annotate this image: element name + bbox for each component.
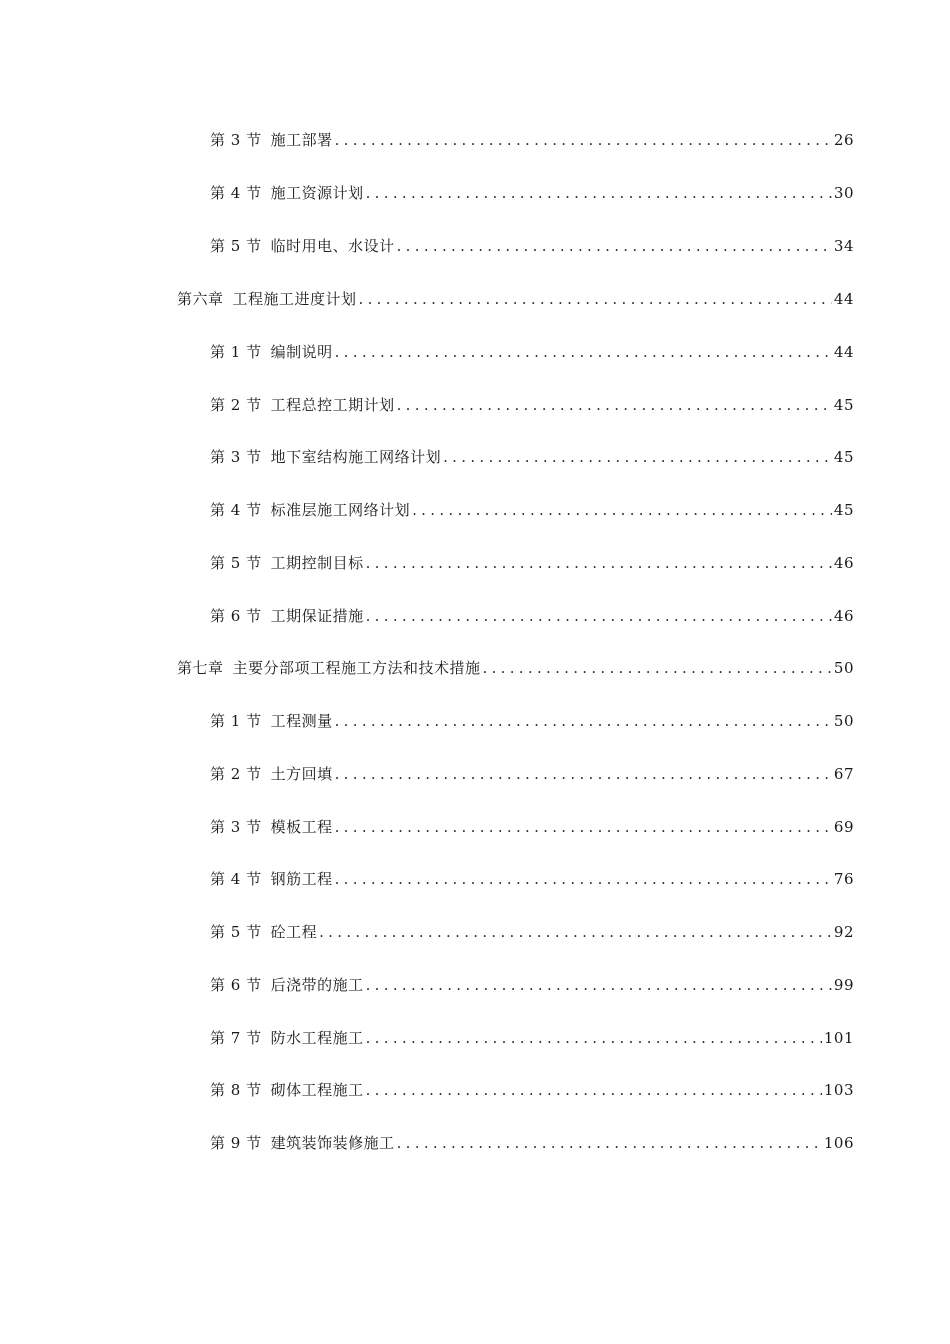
dot-leader bbox=[397, 395, 832, 415]
toc-entry-number: 第 3 节 bbox=[210, 448, 262, 466]
toc-entry[interactable] bbox=[210, 443, 854, 467]
toc-entry-number: 第 3 节 bbox=[210, 131, 262, 149]
toc-entry-label bbox=[210, 395, 395, 415]
toc-entry[interactable] bbox=[210, 1024, 854, 1048]
toc-entry-title: 后浇带的施工 bbox=[270, 976, 364, 994]
toc-entry-page: 45 bbox=[833, 448, 854, 466]
dot-leader bbox=[366, 975, 832, 995]
toc-entry-number: 第 1 节 bbox=[210, 712, 262, 730]
dot-leader bbox=[397, 1133, 822, 1153]
toc-entry-page: 46 bbox=[833, 607, 854, 625]
toc-entry-title: 工期控制目标 bbox=[270, 554, 364, 572]
dot-leader bbox=[335, 764, 832, 784]
toc-entry-title: 工程总控工期计划 bbox=[270, 396, 395, 414]
toc-entry-label bbox=[210, 236, 395, 256]
toc-entry-page: 46 bbox=[833, 554, 854, 572]
toc-entry-label bbox=[210, 130, 333, 150]
dot-leader bbox=[335, 817, 832, 837]
toc-entry-label bbox=[210, 1080, 364, 1100]
toc-entry-label bbox=[210, 975, 364, 995]
toc-entry[interactable] bbox=[210, 707, 854, 731]
toc-entry-number: 第 3 节 bbox=[210, 818, 262, 836]
toc-entry-label bbox=[210, 1133, 395, 1153]
dot-leader bbox=[366, 606, 832, 626]
dot-leader bbox=[335, 869, 832, 889]
toc-entry[interactable] bbox=[210, 1129, 854, 1153]
dot-leader bbox=[397, 236, 832, 256]
toc-chapter-number: 第六章 bbox=[177, 290, 224, 308]
toc-entry-page: 34 bbox=[833, 237, 854, 255]
toc-entry-page: 50 bbox=[833, 659, 854, 677]
toc-entry-title: 施工部署 bbox=[270, 131, 333, 149]
toc-entry[interactable] bbox=[210, 602, 854, 626]
dot-leader bbox=[359, 289, 832, 309]
toc-entry[interactable] bbox=[210, 338, 854, 362]
toc-entry-number: 第 6 节 bbox=[210, 976, 262, 994]
toc-chapter-entry[interactable] bbox=[177, 285, 854, 309]
toc-entry-title: 砌体工程施工 bbox=[270, 1081, 364, 1099]
toc-entry-page: 103 bbox=[823, 1081, 854, 1099]
toc-entry-label bbox=[210, 500, 410, 520]
dot-leader bbox=[335, 711, 832, 731]
toc-entry-label bbox=[210, 764, 333, 784]
toc-entry-number: 第 4 节 bbox=[210, 870, 262, 888]
toc-entry-page: 30 bbox=[833, 184, 854, 202]
toc-entry-label bbox=[210, 922, 317, 942]
toc-entry-page: 26 bbox=[833, 131, 854, 149]
toc-entry-label bbox=[210, 711, 333, 731]
toc-entry-page: 101 bbox=[823, 1029, 854, 1047]
toc-entry-number: 第 2 节 bbox=[210, 396, 262, 414]
dot-leader bbox=[443, 447, 832, 467]
toc-entry-number: 第 7 节 bbox=[210, 1029, 262, 1047]
toc-entry-page: 99 bbox=[833, 976, 854, 994]
toc-chapter-title: 工程施工进度计划 bbox=[232, 290, 357, 308]
toc-entry-page: 45 bbox=[833, 396, 854, 414]
toc-entry-page: 76 bbox=[833, 870, 854, 888]
toc-entry-title: 编制说明 bbox=[270, 343, 333, 361]
dot-leader bbox=[335, 342, 832, 362]
toc-entry[interactable] bbox=[210, 126, 854, 150]
toc-entry-title: 建筑装饰装修施工 bbox=[270, 1134, 395, 1152]
toc-entry[interactable] bbox=[210, 496, 854, 520]
toc-entry[interactable] bbox=[210, 813, 854, 837]
toc-entry[interactable] bbox=[210, 232, 854, 256]
toc-entry[interactable] bbox=[210, 549, 854, 573]
toc-chapter-title: 主要分部项工程施工方法和技术措施 bbox=[232, 659, 481, 677]
toc-chapter-entry[interactable] bbox=[177, 654, 854, 678]
dot-leader bbox=[483, 658, 832, 678]
dot-leader bbox=[412, 500, 832, 520]
toc-entry-title: 地下室结构施工网络计划 bbox=[270, 448, 442, 466]
toc-entry-number: 第 4 节 bbox=[210, 501, 262, 519]
toc-entry-label bbox=[210, 1028, 364, 1048]
toc-entry[interactable] bbox=[210, 179, 854, 203]
toc-entry-label bbox=[210, 553, 364, 573]
toc-entry-label bbox=[177, 658, 481, 678]
dot-leader bbox=[366, 183, 832, 203]
toc-entry-label bbox=[210, 447, 441, 467]
toc-entry-number: 第 8 节 bbox=[210, 1081, 262, 1099]
toc-entry[interactable] bbox=[210, 971, 854, 995]
toc-entry[interactable] bbox=[210, 391, 854, 415]
toc-entry-title: 临时用电、水设计 bbox=[270, 237, 395, 255]
toc-entry-page: 106 bbox=[823, 1134, 854, 1152]
toc-entry-label bbox=[210, 342, 333, 362]
toc-entry-page: 45 bbox=[833, 501, 854, 519]
dot-leader bbox=[319, 922, 832, 942]
toc-entry-number: 第 1 节 bbox=[210, 343, 262, 361]
toc-entry-number: 第 5 节 bbox=[210, 554, 262, 572]
toc-entry-page: 67 bbox=[833, 765, 854, 783]
toc-entry-number: 第 4 节 bbox=[210, 184, 262, 202]
toc-entry-title: 钢筋工程 bbox=[270, 870, 333, 888]
toc-entry-page: 44 bbox=[833, 290, 854, 308]
toc-entry-page: 44 bbox=[833, 343, 854, 361]
toc-entry-page: 69 bbox=[833, 818, 854, 836]
toc-entry-label bbox=[210, 183, 364, 203]
toc-entry-title: 施工资源计划 bbox=[270, 184, 364, 202]
dot-leader bbox=[366, 1028, 822, 1048]
dot-leader bbox=[366, 553, 832, 573]
toc-chapter-number: 第七章 bbox=[177, 659, 224, 677]
toc-entry-title: 工期保证措施 bbox=[270, 607, 364, 625]
dot-leader bbox=[366, 1080, 822, 1100]
toc-entry-page: 92 bbox=[833, 923, 854, 941]
toc-entry-number: 第 6 节 bbox=[210, 607, 262, 625]
dot-leader bbox=[335, 130, 832, 150]
toc-entry-label bbox=[177, 289, 357, 309]
toc-entry-label bbox=[210, 606, 364, 626]
toc-entry-page: 50 bbox=[833, 712, 854, 730]
toc-entry-title: 防水工程施工 bbox=[270, 1029, 364, 1047]
toc-entry-label bbox=[210, 869, 333, 889]
toc-entry-number: 第 5 节 bbox=[210, 237, 262, 255]
toc-entry-title: 标准层施工网络计划 bbox=[270, 501, 411, 519]
toc-entry-title: 模板工程 bbox=[270, 818, 333, 836]
toc-entry-number: 第 9 节 bbox=[210, 1134, 262, 1152]
toc-entry-number: 第 2 节 bbox=[210, 765, 262, 783]
toc-entry[interactable] bbox=[210, 1076, 854, 1100]
toc-entry[interactable] bbox=[210, 760, 854, 784]
toc-entry-label bbox=[210, 817, 333, 837]
toc-entry[interactable] bbox=[210, 918, 854, 942]
toc-entry-title: 工程测量 bbox=[270, 712, 333, 730]
toc-entry[interactable] bbox=[210, 865, 854, 889]
toc-entry-number: 第 5 节 bbox=[210, 923, 262, 941]
toc-entry-title: 土方回填 bbox=[270, 765, 333, 783]
toc-entry-title: 砼工程 bbox=[270, 923, 318, 941]
